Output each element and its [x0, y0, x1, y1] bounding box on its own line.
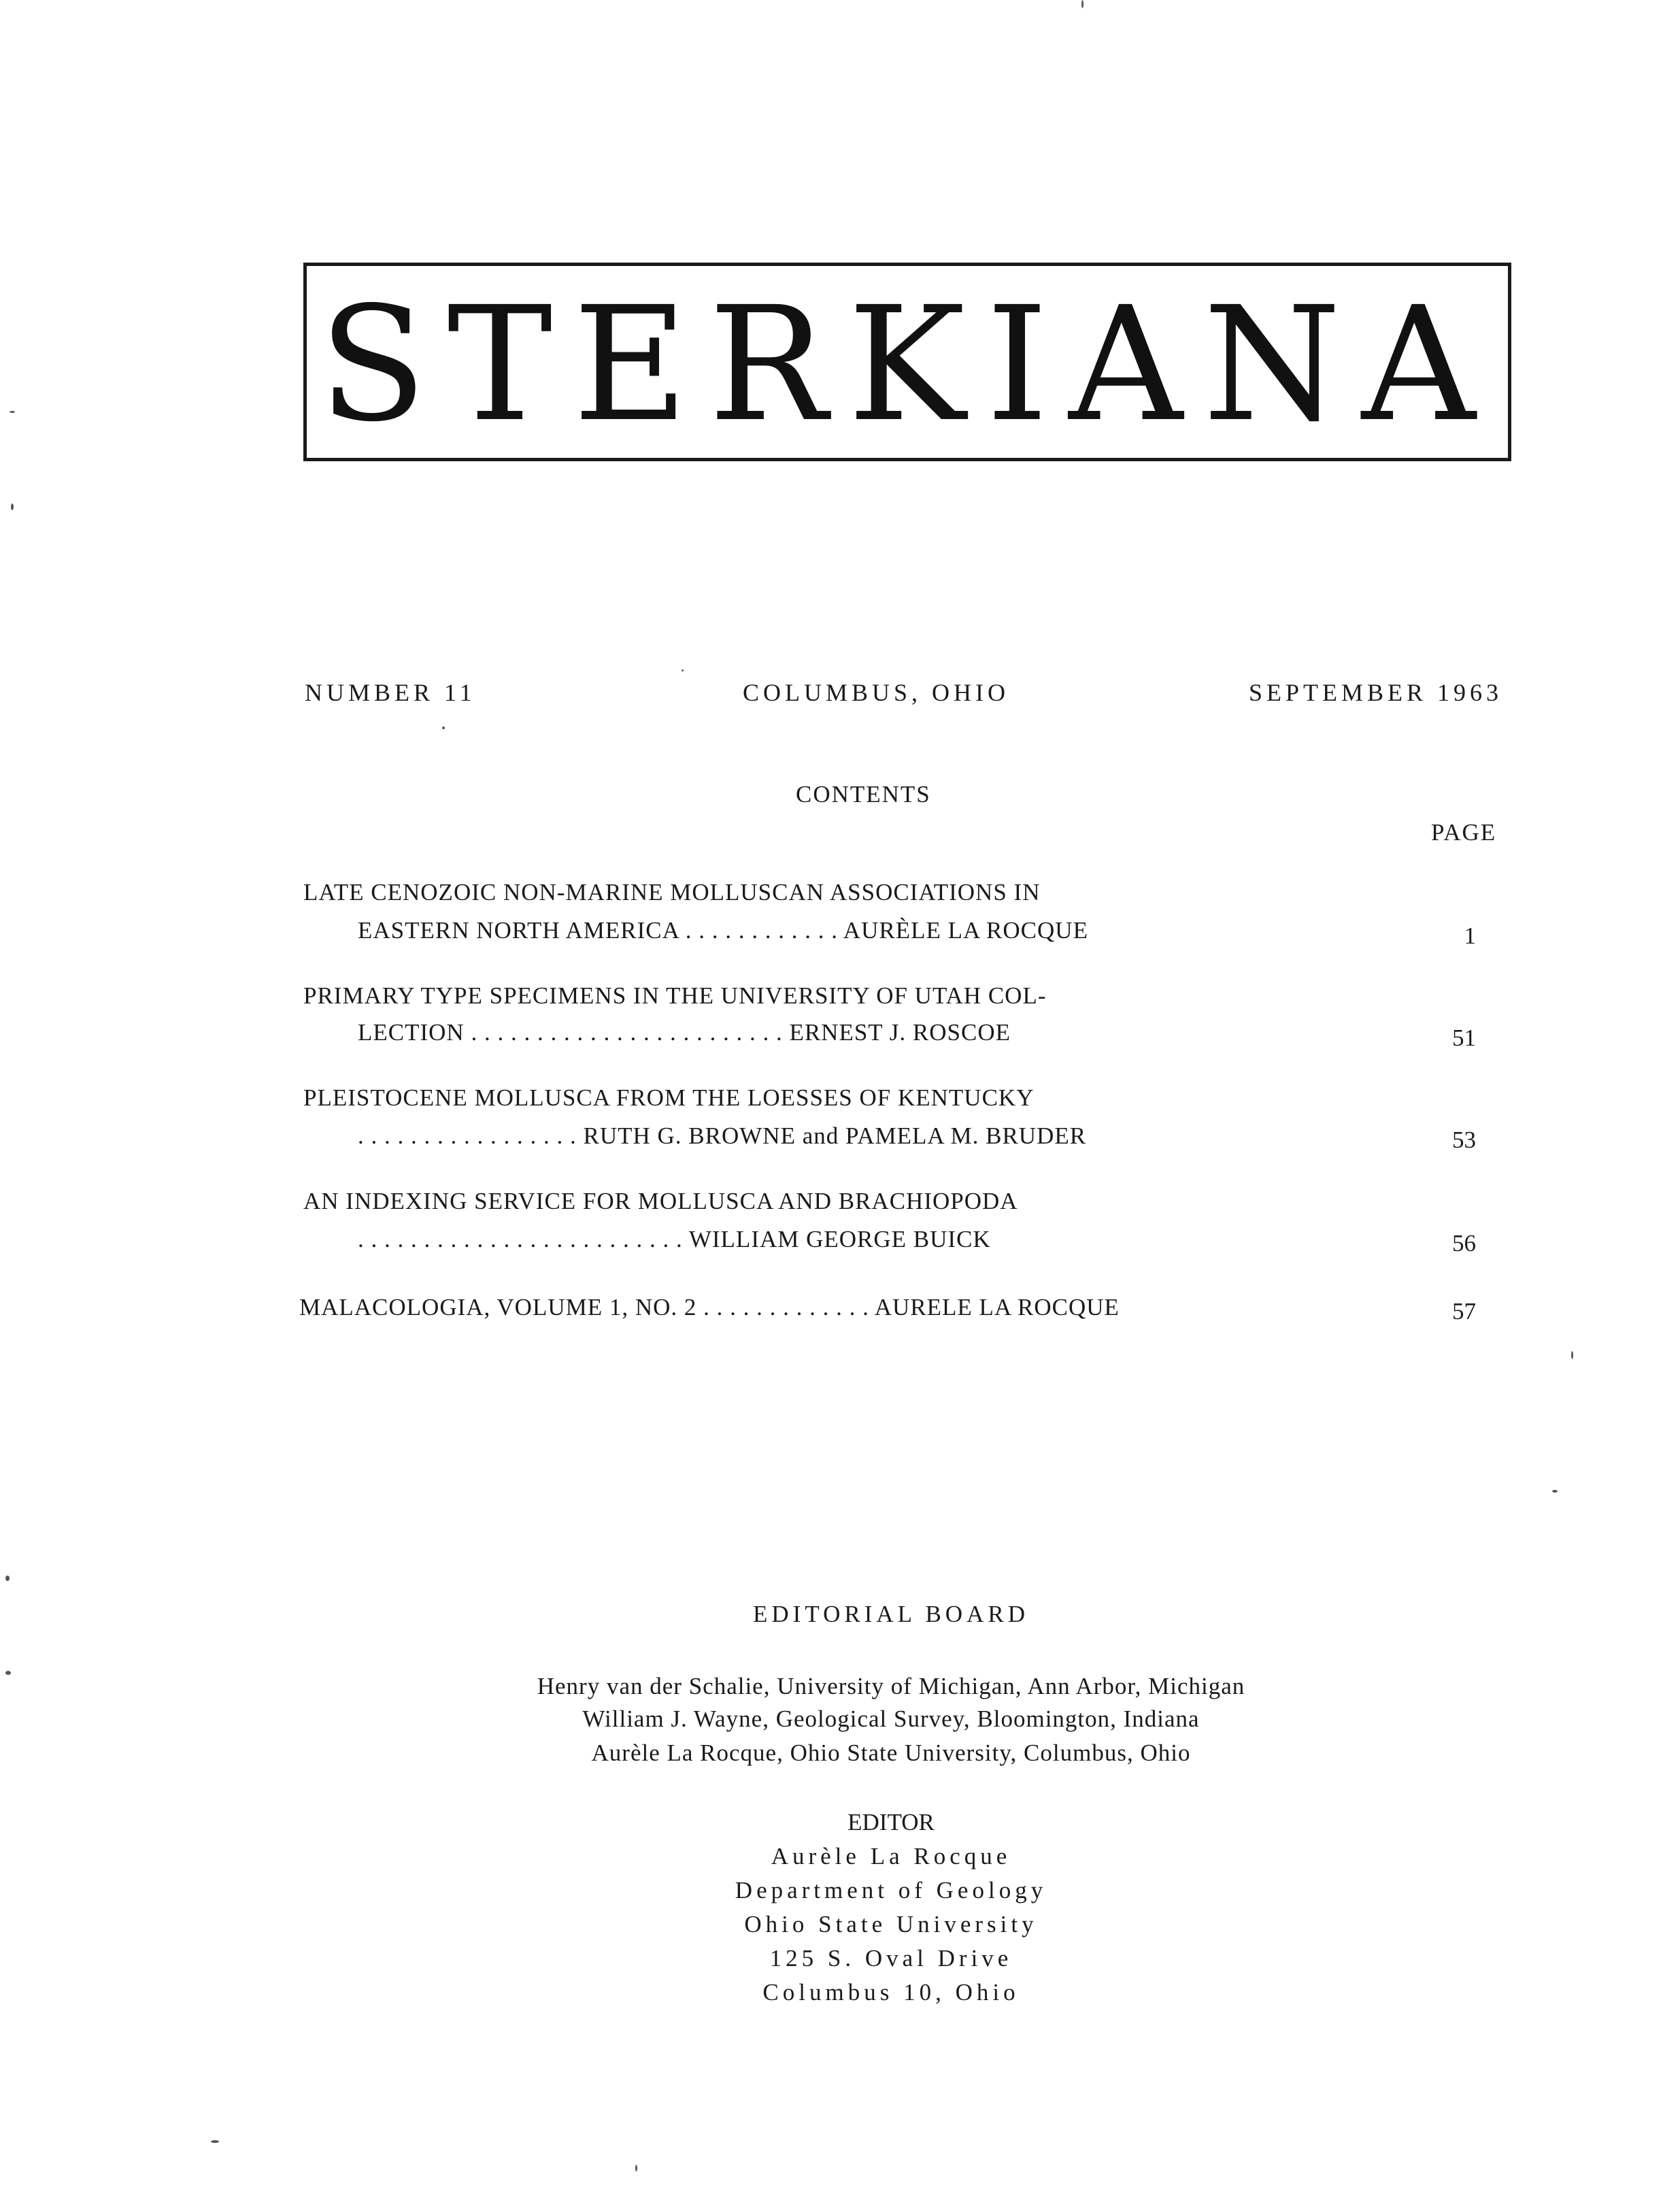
- toc-entry-title: MALACOLOGIA, VOLUME 1, NO. 2 . . . . . . . . . . . . . AURELE LA ROCQUE: [299, 1294, 1120, 1320]
- editor-address-line: Columbus 10, Ohio: [762, 1979, 1020, 2006]
- issue-number: NUMBER 11: [305, 679, 476, 706]
- page-column-heading: PAGE: [1431, 819, 1497, 846]
- scan-speck: [682, 669, 684, 671]
- editor-label: EDITOR: [847, 1809, 935, 1835]
- board-member: William J. Wayne, Geological Survey, Bloomington, Indiana: [582, 1706, 1200, 1732]
- editor-address-line: Aurèle La Rocque: [771, 1843, 1011, 1869]
- scan-speck: [5, 1671, 11, 1675]
- board-member: Henry van der Schalie, University of Michigan, Ann Arbor, Michigan: [537, 1673, 1245, 1699]
- issue-date: SEPTEMBER 1963: [1249, 679, 1503, 706]
- toc-entry-author-line: EASTERN NORTH AMERICA . . . . . . . . . . . . AURÈLE LA ROCQUE: [358, 917, 1088, 944]
- scan-speck: [442, 727, 445, 729]
- toc-entry-author-line: . . . . . . . . . . . . . . . . . . . . . . . . . WILLIAM GEORGE BUICK: [358, 1226, 991, 1252]
- toc-entry-title: PLEISTOCENE MOLLUSCA FROM THE LOESSES OF KENTUCKY: [303, 1084, 1035, 1111]
- editor-address-line: 125 S. Oval Drive: [769, 1945, 1013, 1972]
- editor-address-line: Department of Geology: [735, 1877, 1047, 1903]
- contents-heading: CONTENTS: [796, 781, 931, 808]
- toc-entry-author-line: LECTION . . . . . . . . . . . . . . . . . . . . . . . . ERNEST J. ROSCOE: [358, 1019, 1011, 1046]
- scan-speck: [211, 2140, 219, 2143]
- toc-entry-page: 57: [1452, 1298, 1476, 1325]
- toc-entry-title: AN INDEXING SERVICE FOR MOLLUSCA AND BRACHIOPODA: [303, 1188, 1018, 1214]
- scan-speck: [1552, 1490, 1558, 1493]
- editorial-board-heading: EDITORIAL BOARD: [753, 1601, 1029, 1627]
- scan-speck: [1081, 0, 1083, 8]
- toc-entry-page: 51: [1452, 1025, 1476, 1051]
- scan-speck: [11, 503, 14, 510]
- toc-entry-page: 53: [1452, 1127, 1476, 1153]
- scan-speck: [635, 2165, 637, 2172]
- board-member: Aurèle La Rocque, Ohio State University, Columbus, Ohio: [591, 1740, 1191, 1766]
- masthead-box: [303, 263, 1511, 461]
- toc-entry-page: 56: [1452, 1230, 1476, 1257]
- toc-entry-page: 1: [1464, 922, 1476, 949]
- scan-speck: [10, 411, 15, 413]
- journal-title: STERKIANA: [318, 273, 1496, 456]
- editor-address-line: Ohio State University: [744, 1911, 1038, 1937]
- toc-entry-author-line: . . . . . . . . . . . . . . . . . RUTH G. BROWNE and PAMELA M. BRUDER: [358, 1122, 1087, 1149]
- scan-speck: [1571, 1351, 1573, 1359]
- issue-place: COLUMBUS, OHIO: [743, 679, 1010, 706]
- toc-entry-title: LATE CENOZOIC NON-MARINE MOLLUSCAN ASSOCIATIONS IN: [303, 879, 1041, 905]
- scan-speck: [5, 1576, 10, 1581]
- toc-entry-title: PRIMARY TYPE SPECIMENS IN THE UNIVERSITY OF UTAH COL-: [303, 982, 1047, 1009]
